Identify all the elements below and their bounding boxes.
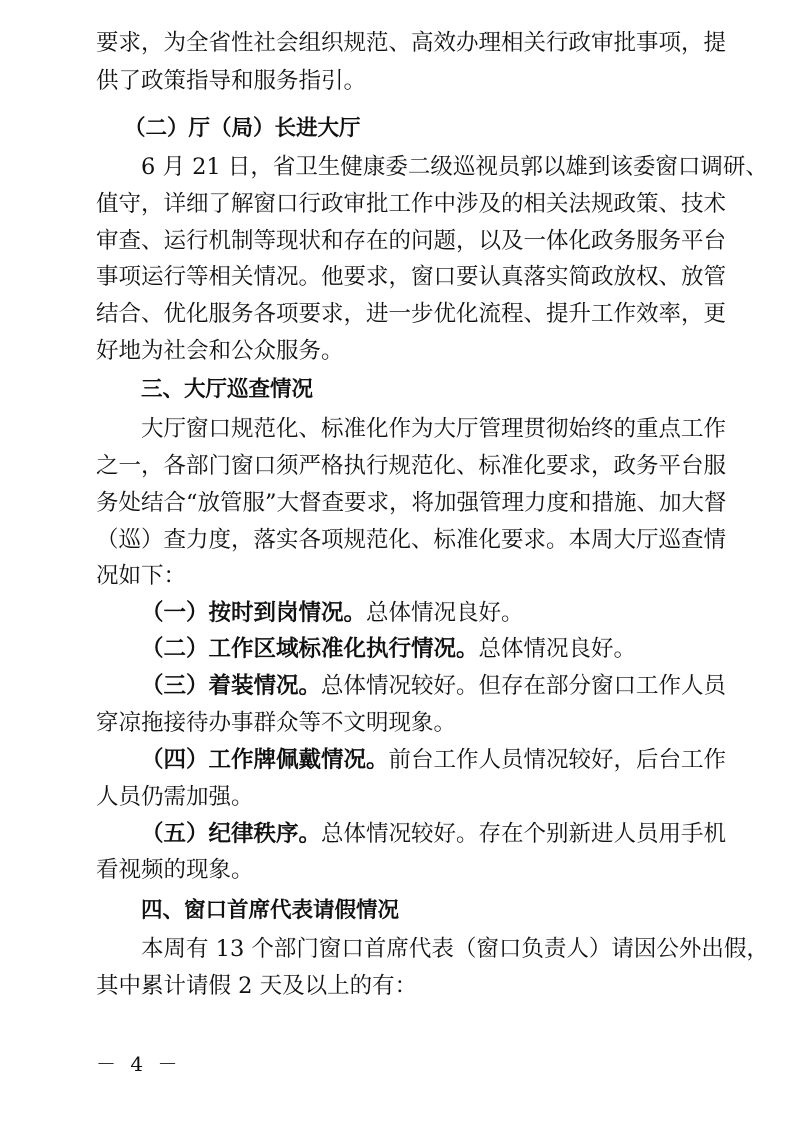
- subsection-heading: （二）厅（局）长进大厅: [124, 116, 361, 141]
- inspection-item: [141, 634, 696, 664]
- item-text: 总体情况良好。: [366, 600, 524, 626]
- paragraph-line: 看视频的现象。: [96, 857, 254, 883]
- page-number: － 4 －: [96, 1052, 182, 1076]
- paragraph-line: 事项运行等相关情况。他要求，窗口要认真落实简政放权、放管: [96, 264, 727, 290]
- paragraph-line: 之一，各部门窗口须严格执行规范化、标准化要求，政务平台服: [96, 453, 727, 479]
- item-text: 总体情况较好。存在个别新进人员用手机: [321, 821, 727, 847]
- item-text: 总体情况良好。: [478, 636, 637, 662]
- paragraph-line: 供了政策指导和服务指引。: [96, 68, 367, 94]
- item-label: （三）着装情况。: [141, 673, 322, 699]
- paragraph-line: 务处结合“放管服”大督查要求，将加强管理力度和措施、加大督: [96, 490, 727, 516]
- paragraph-line: 其中累计请假 2 天及以上的有：: [96, 973, 418, 999]
- paragraph-line: 人员仍需加强。: [96, 784, 254, 810]
- item-label: （四）工作牌佩戴情况。: [141, 747, 389, 773]
- inspection-item: [141, 598, 696, 628]
- section-heading: 三、大厅巡查情况: [141, 377, 314, 402]
- paragraph-line: 况如下：: [96, 563, 187, 589]
- paragraph-line: 审查、运行机制等现状和存在的问题，以及一体化政务服务平台: [96, 228, 727, 254]
- paragraph-line: 值守，详细了解窗口行政审批工作中涉及的相关法规政策、技术: [96, 191, 727, 217]
- item-text: 前台工作人员情况较好，后台工作: [388, 747, 727, 773]
- paragraph-line: 好地为社会和公众服务。: [96, 338, 344, 364]
- inspection-item: [141, 671, 727, 701]
- item-text: 总体情况较好。但存在部分窗口工作人员: [321, 673, 727, 699]
- inspection-item: [141, 819, 727, 849]
- item-label: （二）工作区域标准化执行情况。: [141, 636, 479, 662]
- item-label: （一）按时到岗情况。: [141, 600, 367, 626]
- paragraph-line: 要求，为全省性社会组织规范、高效办理相关行政审批事项，提: [96, 30, 727, 56]
- paragraph-line: 6 月 21 日，省卫生健康委二级巡视员郭以雄到该委窗口调研、: [141, 154, 768, 180]
- paragraph-line: 本周有 13 个部门窗口首席代表（窗口负责人）请因公外出假，: [141, 936, 769, 962]
- item-label: （五）纪律秩序。: [141, 821, 322, 847]
- paragraph-line: 大厅窗口规范化、标准化作为大厅管理贯彻始终的重点工作: [141, 416, 727, 442]
- paragraph-line: （巡）查力度，落实各项规范化、标准化要求。本周大厅巡查情: [96, 527, 727, 553]
- section-heading: 四、窗口首席代表请假情况: [141, 898, 400, 923]
- paragraph-line: 穿凉拖接待办事群众等不文明现象。: [96, 710, 457, 736]
- inspection-item: [141, 745, 727, 775]
- paragraph-line: 结合、优化服务各项要求，进一步优化流程、提升工作效率，更: [96, 301, 727, 327]
